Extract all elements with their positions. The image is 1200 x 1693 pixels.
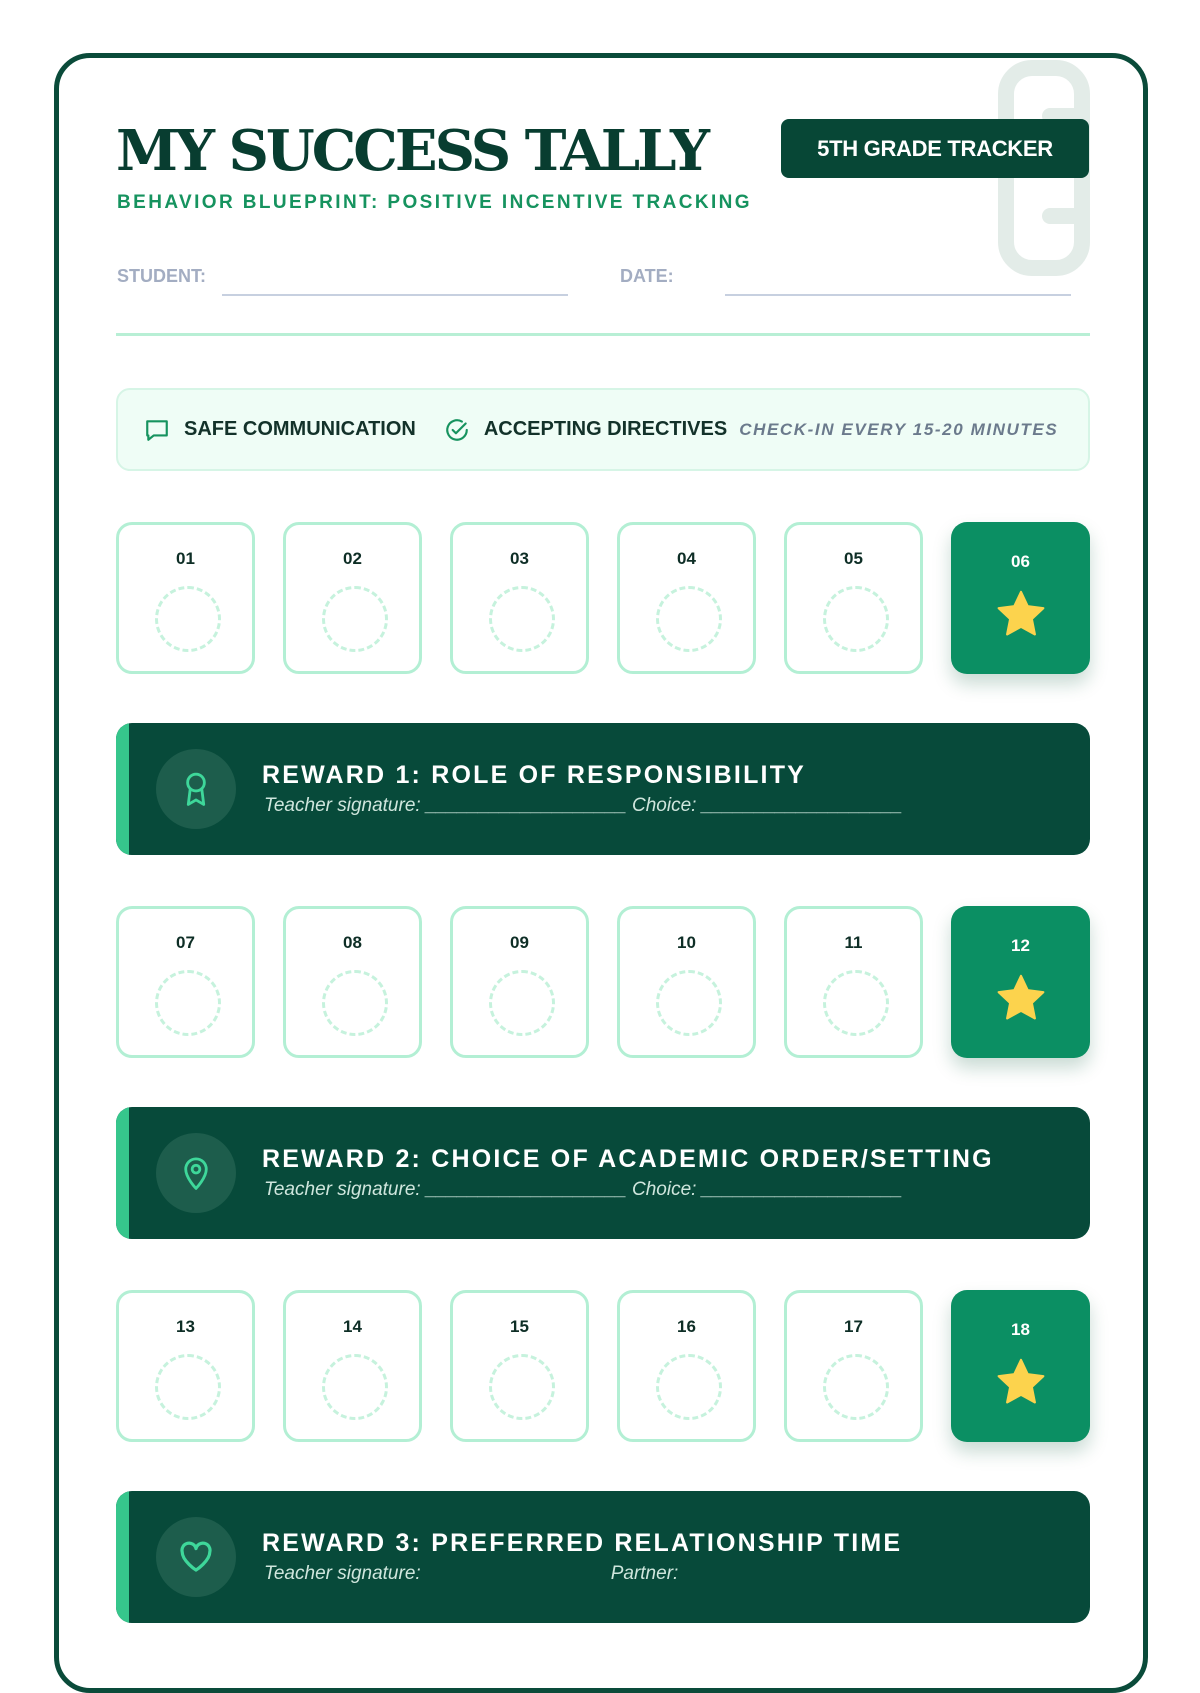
tally-circle	[656, 1354, 722, 1420]
tally-box[interactable]	[283, 906, 422, 1058]
tally-circle	[489, 970, 555, 1036]
tally-circle	[322, 970, 388, 1036]
reward-icon-circle	[156, 749, 236, 829]
tally-circle	[322, 586, 388, 652]
tally-number: 09	[510, 933, 529, 952]
page-title: MY SUCCESS TALLY	[116, 118, 707, 184]
tally-box[interactable]	[784, 522, 923, 674]
checkin-note: CHECK-IN EVERY 15-20 MINUTES	[739, 419, 1059, 439]
tally-number: 13	[176, 1317, 195, 1336]
behavior-goals-bar	[116, 388, 1090, 471]
tally-goal-box[interactable]	[951, 906, 1090, 1058]
tally-circle	[155, 970, 221, 1036]
tally-box[interactable]	[450, 906, 589, 1058]
tally-row-2	[116, 906, 1090, 1058]
tally-circle	[155, 1354, 221, 1420]
tally-number: 05	[844, 549, 863, 568]
grade-badge: 5TH GRADE TRACKER	[781, 119, 1089, 178]
tally-goal-box[interactable]	[951, 522, 1090, 674]
goal-label: ACCEPTING DIRECTIVES	[483, 418, 728, 440]
reward-accent	[116, 723, 129, 855]
reward-3-banner	[116, 1491, 1090, 1623]
tally-number: 18	[1011, 1320, 1030, 1339]
tally-number: 17	[844, 1317, 863, 1336]
tally-number: 12	[1011, 936, 1030, 955]
student-field[interactable]	[222, 294, 568, 296]
tally-circle	[823, 586, 889, 652]
reward-signature-line: Teacher signature: ___________________ Choice: ___________________	[264, 795, 903, 816]
check-circle-icon	[444, 417, 470, 443]
tally-number: 08	[343, 933, 362, 952]
star-icon	[994, 972, 1048, 1024]
tally-number: 16	[677, 1317, 696, 1336]
speech-bubble-icon	[144, 417, 170, 443]
tally-box[interactable]	[617, 522, 756, 674]
tally-box[interactable]	[784, 906, 923, 1058]
tally-box[interactable]	[617, 906, 756, 1058]
reward-icon-circle	[156, 1133, 236, 1213]
tally-circle	[823, 970, 889, 1036]
goal-label: SAFE COMMUNICATION	[184, 418, 416, 440]
reward-1-banner	[116, 723, 1090, 855]
reward-title: REWARD 3: PREFERRED RELATIONSHIP TIME	[262, 1529, 903, 1557]
tally-box[interactable]	[784, 1290, 923, 1442]
tally-row-1	[116, 522, 1090, 674]
tally-number: 01	[176, 549, 195, 568]
tally-box[interactable]	[450, 522, 589, 674]
tally-circle	[656, 970, 722, 1036]
tally-number: 07	[176, 933, 195, 952]
page-subtitle: BEHAVIOR BLUEPRINT: POSITIVE INCENTIVE TRACKING	[117, 192, 752, 213]
tally-box[interactable]	[283, 522, 422, 674]
goal-safe-communication	[144, 417, 416, 443]
header-divider	[116, 333, 1090, 336]
star-icon	[994, 588, 1048, 640]
tally-box[interactable]	[116, 1290, 255, 1442]
star-icon	[994, 1356, 1048, 1408]
tally-circle	[155, 586, 221, 652]
student-label: STUDENT:	[117, 266, 206, 286]
date-field[interactable]	[725, 294, 1071, 296]
tally-goal-box[interactable]	[951, 1290, 1090, 1442]
tally-box[interactable]	[116, 906, 255, 1058]
tally-number: 06	[1011, 552, 1030, 571]
tally-box[interactable]	[450, 1290, 589, 1442]
tally-circle	[656, 586, 722, 652]
tally-number: 04	[677, 549, 696, 568]
tally-sheet	[54, 53, 1148, 1693]
tally-circle	[489, 1354, 555, 1420]
goal-accepting-directives	[444, 417, 727, 443]
tally-number: 15	[510, 1317, 529, 1336]
reward-title: REWARD 2: CHOICE OF ACADEMIC ORDER/SETTING	[262, 1145, 994, 1173]
tally-box[interactable]	[283, 1290, 422, 1442]
reward-accent	[116, 1107, 129, 1239]
heart-icon	[178, 1541, 214, 1573]
date-label: DATE:	[620, 266, 674, 286]
reward-signature-line: Teacher signature: Partner:	[264, 1563, 679, 1584]
reward-accent	[116, 1491, 129, 1623]
tally-number: 11	[844, 933, 863, 952]
tally-box[interactable]	[116, 522, 255, 674]
reward-title: REWARD 1: ROLE OF RESPONSIBILITY	[262, 761, 807, 789]
tally-circle	[322, 1354, 388, 1420]
tally-circle	[823, 1354, 889, 1420]
tally-number: 14	[343, 1317, 362, 1336]
tally-number: 10	[677, 933, 696, 952]
reward-signature-line: Teacher signature: ___________________ Choice: ___________________	[264, 1179, 903, 1200]
map-pin-icon	[180, 1155, 212, 1191]
reward-2-banner	[116, 1107, 1090, 1239]
tally-box[interactable]	[617, 1290, 756, 1442]
tally-circle	[489, 586, 555, 652]
award-ribbon-icon	[180, 771, 212, 807]
reward-icon-circle	[156, 1517, 236, 1597]
tally-number: 02	[343, 549, 362, 568]
tally-number: 03	[510, 549, 529, 568]
tally-row-3	[116, 1290, 1090, 1442]
